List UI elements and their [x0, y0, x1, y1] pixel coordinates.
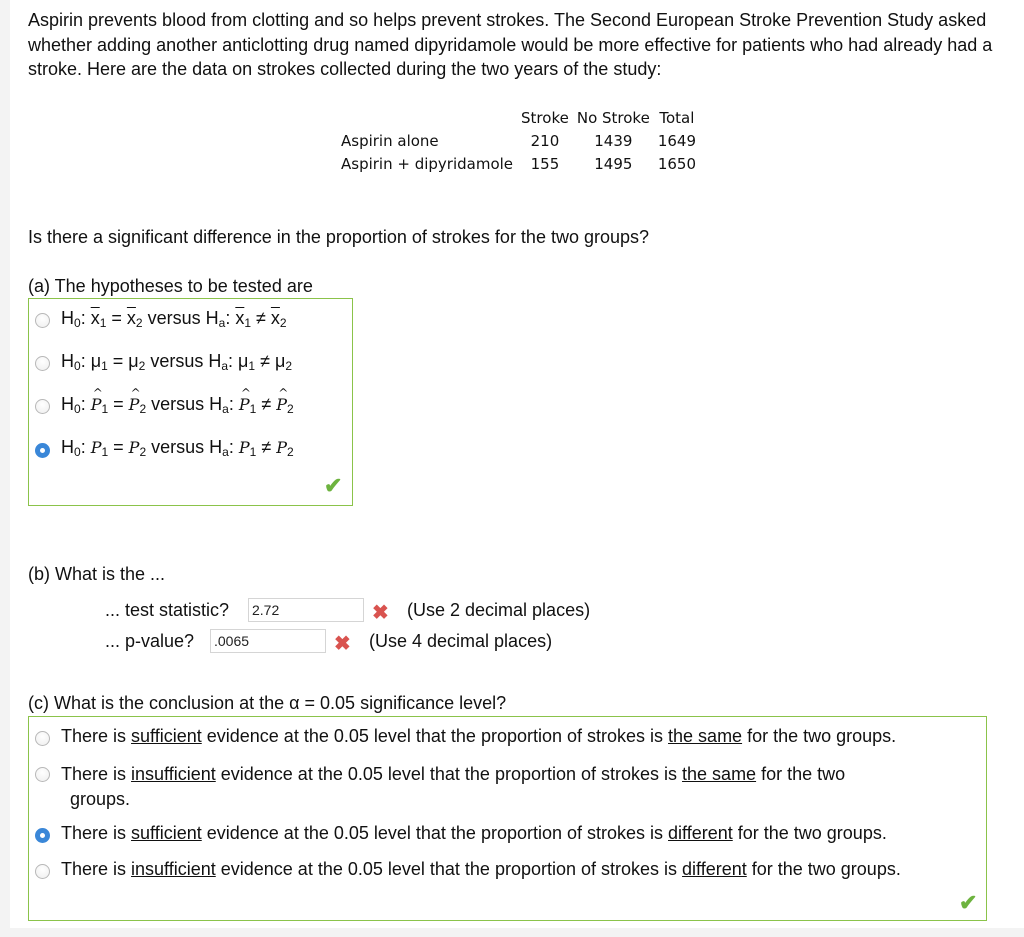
conclusion-option-3: There is sufficient evidence at the 0.05 level that the proportion of strokes is different for the two groups. — [61, 823, 887, 843]
part-c-answer-box — [28, 716, 987, 921]
problem-intro: Aspirin prevents blood from clotting and so helps prevent strokes. The Second European Stroke Prevention Study asked whether adding another anticlotting drug named dipyridamole would be more effective for patients who had already had a stroke. Here are the data on strokes collected during the two years of the study: — [28, 10, 993, 79]
table-row — [337, 152, 700, 175]
test-statistic-label: ... test statistic? — [105, 600, 230, 620]
hypothesis-option-xbar: $H_0$: $\overline{x}_1 = \overline{x}_2$ versus $H_a$: $\overline{x}_1 \ne \overline{x}_2$ — [61, 308, 287, 330]
hypothesis-option-mu: $H_0$: $\mu_1 = \mu_2$ versus $H_a$: $\mu_1 \ne \mu_2$ — [61, 351, 293, 373]
conclusion-radio-2[interactable] — [35, 767, 50, 782]
pvalue-hint: (Use 4 decimal places) — [369, 631, 553, 651]
hypothesis-radio-1[interactable] — [35, 313, 50, 328]
part-c-prompt: (c) What is the conclusion at the α = 0.05 significance level? — [28, 693, 507, 713]
part-a-answer-box — [28, 298, 353, 506]
cross-icon: ✖ — [334, 633, 351, 655]
row-label: Aspirin + dipyridamole — [341, 154, 514, 173]
bottom-gutter — [0, 928, 1024, 937]
table-cell: 1649 — [657, 131, 696, 150]
conclusion-radio-4[interactable] — [35, 864, 50, 879]
conclusion-option-4: There is insufficient evidence at the 0.05 level that the proportion of strokes is different for the two groups. — [61, 859, 901, 879]
left-gutter — [0, 0, 10, 937]
table-header-row — [337, 106, 700, 129]
row-label: Aspirin alone — [341, 131, 439, 150]
conclusion-option-1: There is sufficient evidence at the 0.05 level that the proportion of strokes is the same for the two groups. — [61, 726, 897, 746]
hypothesis-option-phat: $H_0$: ^ $P_1$ = ^ $P_2$ versus $H_a$: ^ $P_1$ ≠ ^ $P_2$ — [61, 394, 294, 415]
table-cell: 1650 — [657, 154, 696, 173]
table-cell: 1439 — [594, 131, 633, 150]
conclusion-radio-3-selected[interactable] — [35, 828, 50, 843]
table-header: Stroke — [521, 108, 569, 127]
main-question: Is there a significant difference in the proportion of strokes for the two groups? — [28, 227, 650, 247]
check-icon: ✔ — [324, 473, 343, 498]
test-statistic-hint: (Use 2 decimal places) — [407, 600, 591, 620]
table-cell: 1495 — [594, 154, 633, 173]
table-header: No Stroke — [576, 108, 650, 127]
table-cell: 210 — [530, 131, 560, 150]
pvalue-label: ... p-value? — [105, 631, 195, 651]
hypothesis-radio-4-selected[interactable] — [35, 443, 50, 458]
cross-icon: ✖ — [372, 602, 389, 624]
pvalue-input[interactable]: .0065 — [210, 629, 326, 653]
table-cell: 155 — [530, 154, 560, 173]
hypothesis-option-p: $H_0$: $P_1 = P_2$ versus $H_a$: $P_1 \ne P_2$ — [61, 437, 294, 459]
hypothesis-radio-3[interactable] — [35, 399, 50, 414]
table-header: Total — [659, 108, 695, 127]
conclusion-option-2: There is insufficient evidence at the 0.05 level that the proportion of strokes is the same for the two groups. — [61, 764, 846, 809]
part-a-prompt: (a) The hypotheses to be tested are — [28, 276, 313, 296]
part-b-prompt: (b) What is the ... — [28, 564, 166, 584]
table-row — [337, 129, 700, 152]
check-icon: ✔ — [959, 890, 978, 915]
hypothesis-radio-2[interactable] — [35, 356, 50, 371]
test-statistic-input[interactable]: 2.72 — [248, 598, 364, 622]
stroke-data-table — [337, 106, 700, 175]
conclusion-radio-1[interactable] — [35, 731, 50, 746]
